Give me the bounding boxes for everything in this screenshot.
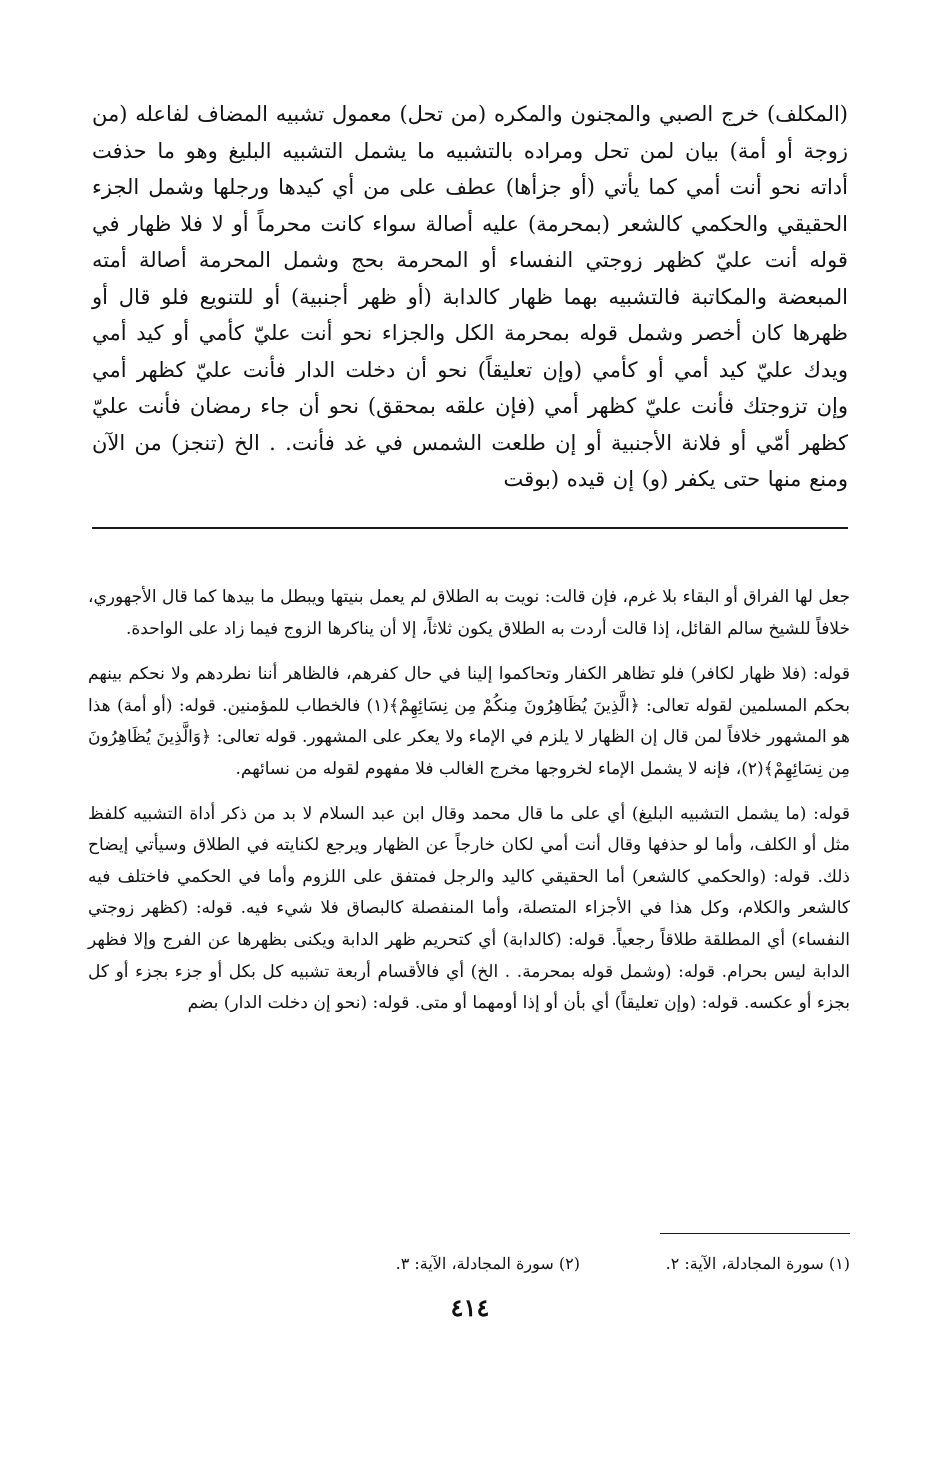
main-text-line: بمحرمة الكل والجزاء نحو أنت عليّ كأمي أو كيد أمي ويدك عليّ كيد أمي أو كأمي (وإن [92, 321, 848, 382]
footnote-2: (٢) سورة المجادلة، الآية: ٣. [395, 1254, 580, 1273]
main-text [92, 96, 848, 498]
main-text-line: بهما ظهار كالدابة (أو ظهر أجنبية) أو للتنويع فلو قال أو ظهرها كان أخصر وشمل قوله [92, 284, 848, 345]
page-number: ٤١٤ [450, 1293, 490, 1322]
main-text-separator [92, 527, 848, 529]
commentary-paragraph: قوله: (ما يشمل التشبيه البليغ) أي على ما قال محمد وقال ابن عبد السلام لا بد من ذكر أداة التشبيه كلفظ مثل أو الكلف، وأما لو حذفها وقال أنت أمي لكان خارجاً عن الظهار ويرجع لكنايته في الطلاق وسيأتي إيضاح ذلك. قوله: (والحكمي كالشعر) أما الحقيقي كاليد والرجل فمتفق على اللزوم وأما في الحكمي فاختلف فيه كالشعر والكلام، وكل هذا في الأجزاء المتصلة، وأما المنفصلة كالبصاق فلا شيء فيه. قوله: (كظهر زوجتي النفساء) أي المطلقة طلاقاً رجعياً. قوله: (كالدابة) أي كتحريم ظهر الدابة ويكنى بظهرها عن الفرج وإلا فظهر الدابة ليس بحرام. قوله: (وشمل قوله بمحرمة. . الخ) أي فالأقسام أربعة تشبيه كل بكل أو جزء بجزء أو كل بجزء أو عكسه. قوله: (وإن تعليقاً) أي بأن أو إذا أومهما أو متى. قوله: (نحو إن دخلت الدار) بضم [88, 803, 850, 1014]
main-text-line: علقه بمحقق) نحو أن جاء رمضان فأنت عليّ كظهر أمّي أو فلانة الأجنبية أو إن طلعت [92, 394, 848, 455]
commentary [88, 582, 850, 1033]
main-text-line: الشمس في غد فأنت. . الخ (تنجز) من الآن ومنع منها حتى يكفر (و) إن قيده (بوقت [92, 430, 848, 491]
main-text-line: كظهر زوجتي النفساء أو المحرمة بحج وشمل المحرمة أصالة أمته المبعضة والمكاتبة فالتشبيه [92, 248, 848, 309]
main-text-line: (المكلف) خرج الصبي والمجنون والمكره (من تحل) معمول تشبيه المضاف لفاعله (من [92, 102, 848, 126]
footnote-separator [660, 1233, 850, 1234]
main-text-line: زوجة أو أمة) بيان لمن تحل ومراده بالتشبيه ما يشمل التشبيه البليغ وهو ما حذفت أداته [92, 138, 848, 199]
main-text-line: والحكمي كالشعر (بمحرمة) عليه أصالة سواء كانت محرماً أو لا فلا ظهار في قوله أنت عليّ [92, 211, 848, 272]
commentary-paragraph: قوله: (فلا ظهار لكافر) فلو تظاهر الكفار وتحاكموا إلينا في حال كفرهم، فالظاهر أننا نطردهم ولا نحكم بينهم بحكم المسلمين لقوله تعالى: ﴿الَّذِينَ يُظَاهِرُونَ مِنكُمْ مِن نِسَائِهِمْ﴾(١) فالخطاب للمؤمنين. قوله: (أو أمة) هذا هو المشهور خلافاً لمن قال إن الظهار لا يلزم في الإماء ولا يعكر على المشهور. قوله تعالى: ﴿وَالَّذِينَ يُظَاهِرُونَ مِن نِسَائِهِمْ﴾(٢)، فإنه لا يشمل الإماء لخروجها مخرج الغالب فلا مفهوم لقوله من نسائهم. [88, 664, 850, 779]
commentary-paragraph: جعل لها الفراق أو البقاء بلا غرم، فإن قالت: نويت به الطلاق لم يعمل بنيتها ويبطل ما بيدها كما قال الأجهوري، خلافاً للشيخ سالم القائل، إذا قالت أردت به الطلاق يكون ثلاثاً، إلا أن يناكرها الزوج فيما زاد على الواحدة. [88, 587, 850, 639]
main-text-line: تعليقاً) نحو أن دخلت الدار فأنت عليّ كظهر أمي وإن تزوجتك فأنت عليّ كظهر أمي (فإن [92, 357, 848, 418]
main-text-line: نحو أنت أمي كما يأتي (أو جزأها) عطف على من أي كيدها ورجلها وشمل الجزء الحقيقي [92, 175, 848, 236]
footnote-1: (١) سورة المجادلة، الآية: ٢. [665, 1254, 850, 1273]
